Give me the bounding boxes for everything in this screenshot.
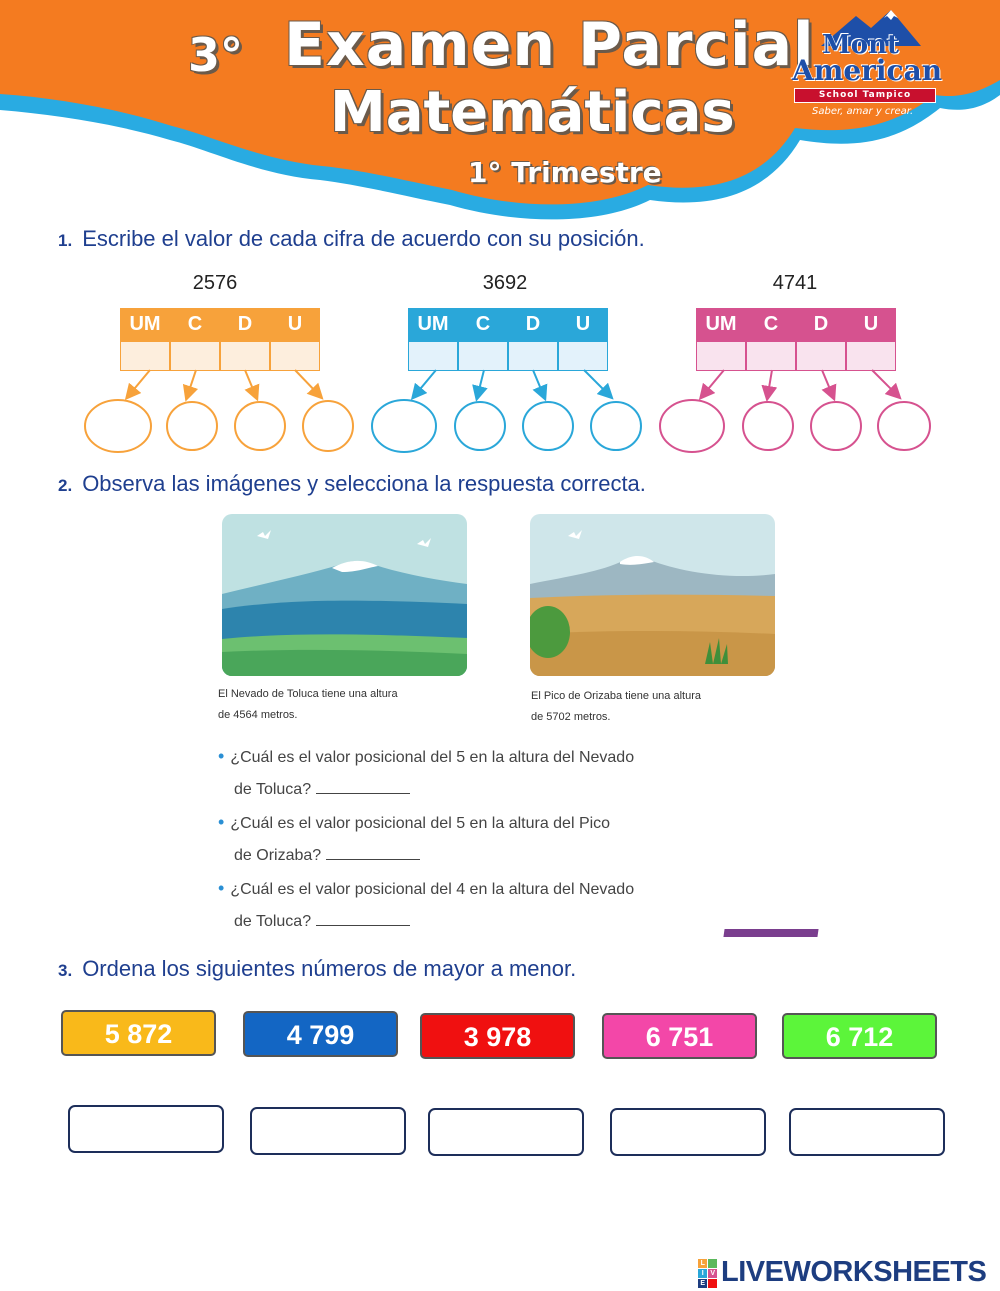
header-u: U [846, 308, 896, 341]
answer-blank[interactable] [326, 845, 420, 860]
order-answer-box[interactable] [428, 1108, 584, 1156]
grade-label: 3° [188, 28, 244, 82]
logo-school-bar: School Tampico [794, 88, 936, 103]
logo-tagline: Saber, amar y crear. [812, 106, 914, 117]
number-chip[interactable]: 3 978 [420, 1013, 575, 1059]
caption-line: El Nevado de Toluca tiene una altura [218, 688, 398, 700]
logo-square [708, 1259, 717, 1268]
page-title: Examen Parcial [284, 10, 815, 80]
logo-square [708, 1279, 717, 1288]
liveworksheets-brand [698, 1256, 986, 1289]
place-value-number: 2576 [192, 272, 238, 294]
digit-input[interactable] [696, 341, 746, 371]
bullet-icon: • [218, 812, 225, 832]
digit-input[interactable] [846, 341, 896, 371]
digit-input[interactable] [408, 341, 458, 371]
number-chip[interactable]: 6 712 [782, 1013, 937, 1059]
digit-input[interactable] [796, 341, 846, 371]
question-text: ¿Cuál es el valor posicional del 4 en la altura del Nevado [230, 881, 635, 898]
number-chip[interactable]: 6 751 [602, 1013, 757, 1059]
decorative-stripe [723, 929, 818, 937]
order-answer-box[interactable] [250, 1107, 406, 1155]
caption-line: El Pico de Orizaba tiene una altura [531, 690, 701, 702]
logo-letter: I [698, 1269, 707, 1278]
header-c: C [458, 308, 508, 341]
digit-input[interactable] [558, 341, 608, 371]
number-chip[interactable]: 5 872 [61, 1010, 216, 1056]
place-value-answer-circles [0, 368, 1000, 458]
header-banner [0, 0, 1000, 230]
order-answer-box[interactable] [789, 1108, 945, 1156]
orizaba-caption [531, 686, 771, 728]
logo-word-mont: Mont [822, 30, 900, 60]
pico-de-orizaba-image [530, 514, 775, 676]
header-d: D [508, 308, 558, 341]
header-u: U [558, 308, 608, 341]
caption-line: de 5702 metros. [531, 711, 611, 723]
header-um: UM [120, 308, 170, 341]
trimester-label: 1° Trimestre [468, 156, 662, 189]
school-logo [786, 8, 943, 120]
toluca-caption [218, 684, 458, 726]
question-text: de Toluca? [234, 913, 312, 930]
question-text: de Orizaba? [234, 847, 322, 864]
bullet-icon: • [218, 878, 225, 898]
logo-letter: L [698, 1259, 707, 1268]
answer-blank[interactable] [316, 911, 410, 926]
subject-title: Matemáticas [330, 80, 735, 145]
digit-input[interactable] [270, 341, 320, 371]
question-1-heading [58, 226, 645, 252]
header-u: U [270, 308, 320, 341]
digit-input[interactable] [458, 341, 508, 371]
question-3-number: 3. [58, 961, 73, 980]
nevado-de-toluca-image [222, 514, 467, 676]
order-answer-box[interactable] [610, 1108, 766, 1156]
question-2-number: 2. [58, 476, 73, 495]
caption-line: de 4564 metros. [218, 709, 298, 721]
question-3-prompt: Ordena los siguientes números de mayor a menor. [82, 956, 577, 981]
question-2-heading [58, 471, 646, 497]
place-value-table [696, 308, 896, 371]
place-value-number: 3692 [482, 272, 528, 294]
number-chip[interactable]: 4 799 [243, 1011, 398, 1057]
question-3-heading [58, 956, 576, 982]
liveworksheets-logo-icon [698, 1259, 717, 1288]
header-um: UM [408, 308, 458, 341]
place-value-table [408, 308, 608, 371]
answer-blank[interactable] [316, 779, 410, 794]
header-c: C [170, 308, 220, 341]
place-value-number: 4741 [772, 272, 818, 294]
header-c: C [746, 308, 796, 341]
question-2-prompt: Observa las imágenes y selecciona la respuesta correcta. [82, 471, 646, 496]
list-item [218, 740, 738, 806]
digit-input[interactable] [746, 341, 796, 371]
digit-input[interactable] [508, 341, 558, 371]
list-item [218, 806, 738, 872]
question-1-prompt: Escribe el valor de cada cifra de acuerdo con su posición. [82, 226, 645, 251]
question-1-number: 1. [58, 231, 73, 250]
brand-text: LIVEWORKSHEETS [721, 1256, 987, 1288]
logo-word-american: American [792, 54, 943, 87]
header-d: D [220, 308, 270, 341]
bullet-icon: • [218, 746, 225, 766]
logo-letter: V [708, 1269, 717, 1278]
order-answer-box[interactable] [68, 1105, 224, 1153]
header-d: D [796, 308, 846, 341]
list-item [218, 872, 738, 938]
question-text: de Toluca? [234, 781, 312, 798]
digit-input[interactable] [120, 341, 170, 371]
question-text: ¿Cuál es el valor posicional del 5 en la altura del Pico [230, 815, 611, 832]
digit-input[interactable] [170, 341, 220, 371]
question-text: ¿Cuál es el valor posicional del 5 en la altura del Nevado [230, 749, 635, 766]
question-2-list [218, 740, 738, 938]
header-um: UM [696, 308, 746, 341]
logo-letter: E [698, 1279, 707, 1288]
digit-input[interactable] [220, 341, 270, 371]
place-value-table [120, 308, 320, 371]
